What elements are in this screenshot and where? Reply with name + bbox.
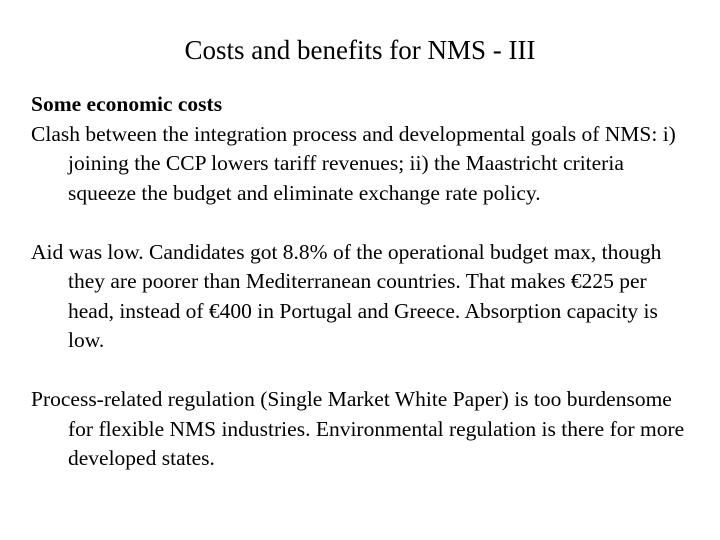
section-heading: Some economic costs	[31, 92, 223, 116]
slide-title: Costs and benefits for NMS - III	[184, 35, 536, 65]
paragraph-spacer	[31, 356, 691, 386]
paragraph-aid: Aid was low. Candidates got 8.8% of the operational budget max, though they are poorer than Mediterranean countries. That makes €225 per head, instead of €400 in Portugal and Greece. Absorption capacity is low.	[31, 239, 662, 352]
paragraph-integration-clash: Clash between the integration process and developmental goals of NMS: i) joining the CCP lowers tariff revenues; ii) the Maastricht criteria squeeze the budget and eliminate exchange rate policy.	[31, 121, 676, 205]
paragraph-regulation: Process-related regulation (Single Market White Paper) is too burdensome for flexible NMS industries. Environmental regulation is there for more developed states.	[31, 387, 685, 470]
paragraph-spacer	[31, 208, 691, 238]
slide-body	[31, 90, 691, 474]
